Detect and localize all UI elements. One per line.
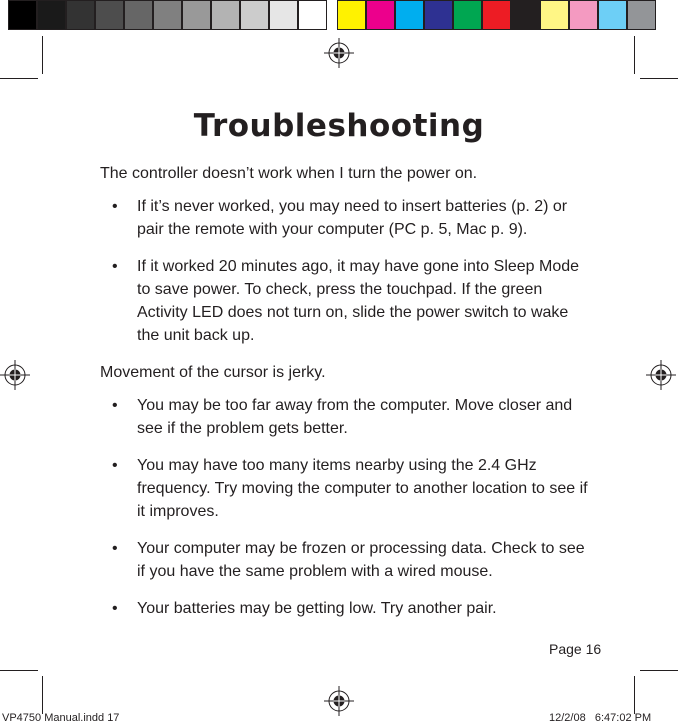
- list-item: • You may be too far away from the computer. Move closer and see if the problem gets better.: [100, 394, 590, 440]
- registration-mark-icon: [646, 360, 676, 390]
- light-cyan-swatch: [598, 0, 627, 30]
- list-item: • You may have too many items nearby using the 2.4 GHz frequency. Try moving the computer to another location to see if it improves.: [100, 454, 590, 523]
- problem-heading: Movement of the cursor is jerky.: [100, 364, 326, 381]
- gray-swatch: [211, 0, 240, 30]
- problem-heading: The controller doesn’t work when I turn the power on.: [100, 165, 478, 182]
- cyan-swatch: [395, 0, 424, 30]
- gray-swatch: [8, 0, 37, 30]
- gray-swatch: [37, 0, 66, 30]
- crop-mark: [634, 676, 635, 714]
- list-item: • If it worked 20 minutes ago, it may have gone into Sleep Mode to save power. To check, press the touchpad. If the green Activity LED does not turn on, slide the power switch to wake the unit back up.: [100, 255, 590, 347]
- light-yellow-swatch: [540, 0, 569, 30]
- registration-mark-icon: [324, 686, 354, 716]
- crop-mark: [42, 36, 43, 74]
- crop-mark: [0, 670, 38, 671]
- list-item: • Your batteries may be getting low. Try another pair.: [100, 597, 590, 620]
- crop-mark: [42, 676, 43, 714]
- page-number: Page 16: [549, 641, 602, 657]
- gray-swatch: [124, 0, 153, 30]
- gray-swatch: [627, 0, 656, 30]
- gray-swatch: [95, 0, 124, 30]
- list-item: • If it’s never worked, you may need to insert batteries (p. 2) or pair the remote with your computer (PC p. 5, Mac p. 9).: [100, 195, 590, 241]
- troubleshooting-content: [100, 162, 590, 634]
- gray-swatch: [66, 0, 95, 30]
- crop-mark: [640, 670, 678, 671]
- slug-filename: VP4750 Manual.indd 17: [2, 712, 120, 724]
- registration-mark-icon: [324, 38, 354, 68]
- gray-swatch: [269, 0, 298, 30]
- color-calibration-bar: [8, 0, 656, 32]
- crop-mark: [640, 78, 678, 79]
- solution-list: [100, 394, 590, 620]
- slug-timestamp: 12/2/08 6:47:02 PM: [549, 712, 652, 724]
- black-swatch: [511, 0, 540, 30]
- crop-mark: [634, 36, 635, 74]
- list-item: • Your computer may be frozen or processing data. Check to see if you have the same problem with a wired mouse.: [100, 537, 590, 583]
- gray-swatch: [153, 0, 182, 30]
- green-swatch: [453, 0, 482, 30]
- gray-swatch: [298, 0, 327, 30]
- registration-mark-icon: [0, 360, 30, 390]
- yellow-swatch: [337, 0, 366, 30]
- red-swatch: [482, 0, 511, 30]
- solution-list: [100, 195, 590, 347]
- magenta-swatch: [366, 0, 395, 30]
- pink-swatch: [569, 0, 598, 30]
- gray-swatch: [240, 0, 269, 30]
- page-title: Troubleshooting: [193, 108, 485, 144]
- blue-swatch: [424, 0, 453, 30]
- crop-mark: [0, 78, 38, 79]
- gray-swatch: [182, 0, 211, 30]
